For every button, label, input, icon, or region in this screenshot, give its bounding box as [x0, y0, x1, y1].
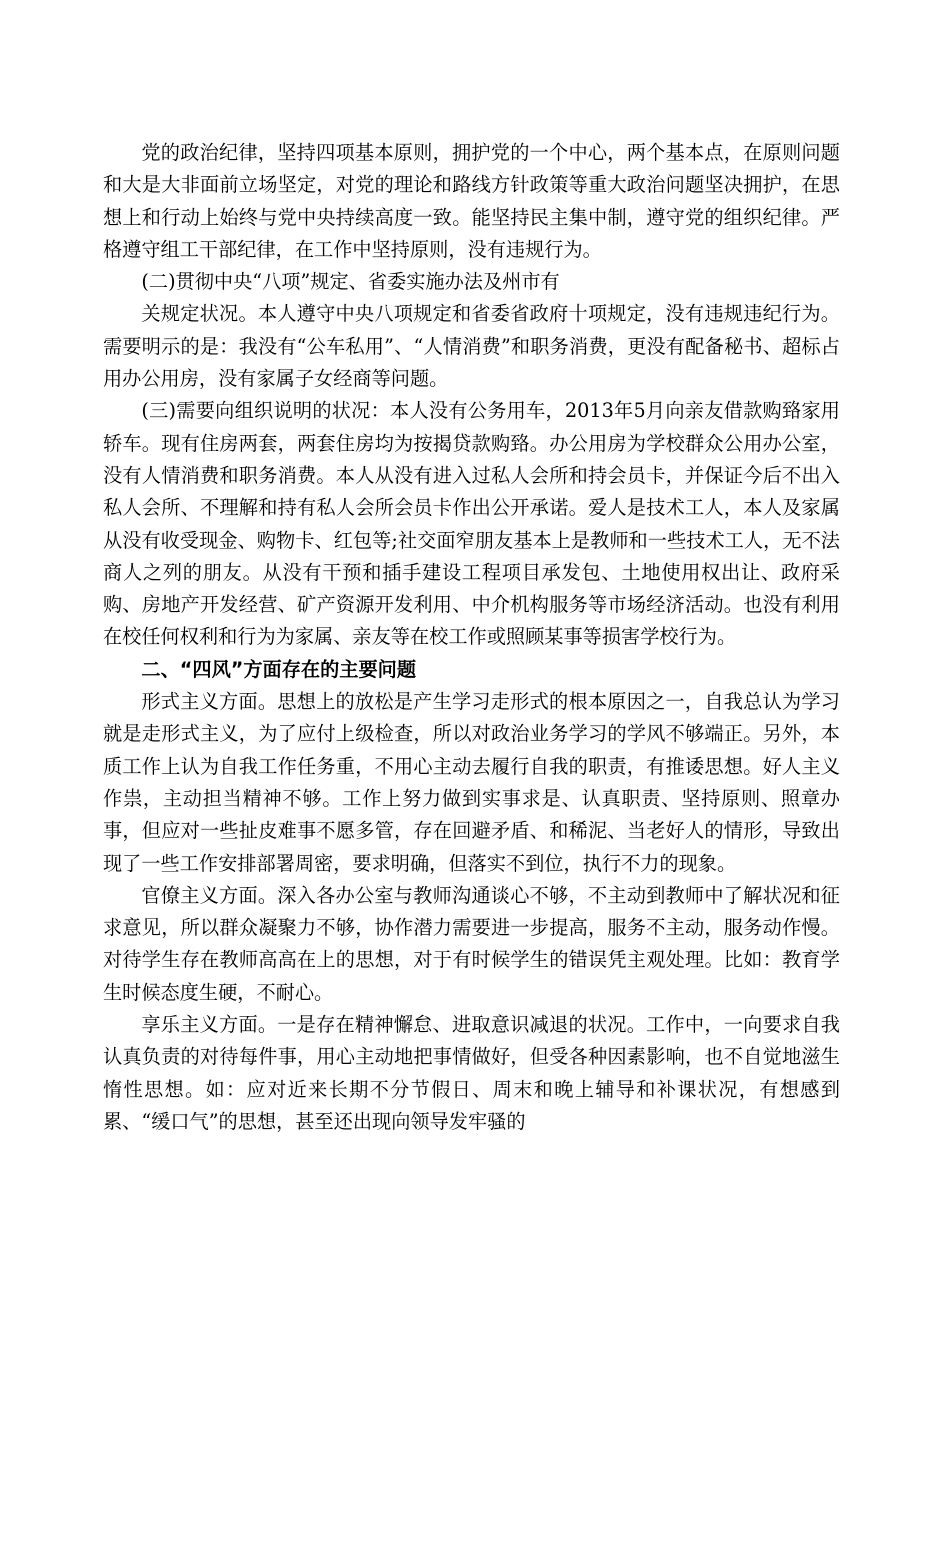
- paragraph-hedonism: 享乐主义方面。一是存在精神懈怠、进取意识减退的状况。工作中，一向要求自我认真负责的对待每件事，用心主动地把事情做好，但受各种因素影响，也不自觉地滋生惰性思想。如：应对近来长期不分节假日、周末和晚上辅导和补课状况，有想感到累、“缓口气”的思想，甚至还出现向领导发牢骚的: [103, 1013, 840, 1133]
- paragraph-political-discipline: 党的政治纪律，坚持四项基本原则，拥护党的一个中心，两个基本点，在原则问题和大是大非面前立场坚定，对党的理论和路线方针政策等重大政治问题坚决拥护，在思想上和行动上始终与党中央持续高度一致。能坚持民主集中制，遵守党的组织纪律。严格遵守组工干部纪律，在工作中坚持原则，没有违规行为。: [103, 141, 840, 261]
- section-heading-four-winds: 二、“四风”方面存在的主要问题: [141, 657, 417, 681]
- paragraph-eight-rules: 关规定状况。本人遵守中央八项规定和省委省政府十项规定，没有违规违纪行为。需要明示的是：我没有“公车私用”、“人情消费”和职务消费，更没有配备秘书、超标占用办公用房，没有家属子女经商等问题。: [103, 302, 840, 391]
- paragraph-bureaucracy: 官僚主义方面。深入各办公室与教师沟通谈心不够，不主动到教师中了解状况和征求意见，所以群众凝聚力不够，协作潜力需要进一步提高，服务不主动，服务动作慢。对待学生存在教师高高在上的思想，对于有时候学生的错误凭主观处理。比如：教育学生时候态度生硬，不耐心。: [103, 883, 840, 1004]
- paragraph-section-3-explanation: (三)需要向组织说明的状况：本人没有公务用车，2013年5月向亲友借款购臵家用轿车。现有住房两套，两套住房均为按揭贷款购臵。办公用房为学校群众公用办公室，没有人情消费和职务消费。本人从没有进入过私人会所和持会员卡，并保证今后不出入私人会所、不理解和持有私人会所会员卡作出公开承诺。爱人是技术工人，本人及家属从没有收受现金、购物卡、红包等;社交面窄朋友基本上是教师和一些技术工人，无不法商人之列的朋友。从没有干预和插手建设工程项目承发包、土地使用权出让、政府采购、房地产开发经营、矿产资源开发利用、中介机构服务等市场经济活动。也没有利用在校任何权利和行为为家属、亲友等在校工作或照顾某事等损害学校行为。: [103, 399, 840, 649]
- paragraph-section-2-title: (二)贯彻中央“八项”规定、省委实施办法及州市有: [141, 270, 560, 294]
- document-page: [103, 137, 840, 1138]
- paragraph-formalism: 形式主义方面。思想上的放松是产生学习走形式的根本原因之一，自我总认为学习就是走形式主义，为了应付上级检查，所以对政治业务学习的学风不够端正。另外，本质工作上认为自我工作任务重，不用心主动去履行自我的职责，有推诿思想。好人主义作祟，主动担当精神不够。工作上努力做到实事求是、认真职责、坚持原则、照章办事，但应对一些扯皮难事不愿多管，存在回避矛盾、和稀泥、当老好人的情形，导致出现了一些工作安排部署周密，要求明确，但落实不到位，执行不力的现象。: [103, 690, 840, 875]
